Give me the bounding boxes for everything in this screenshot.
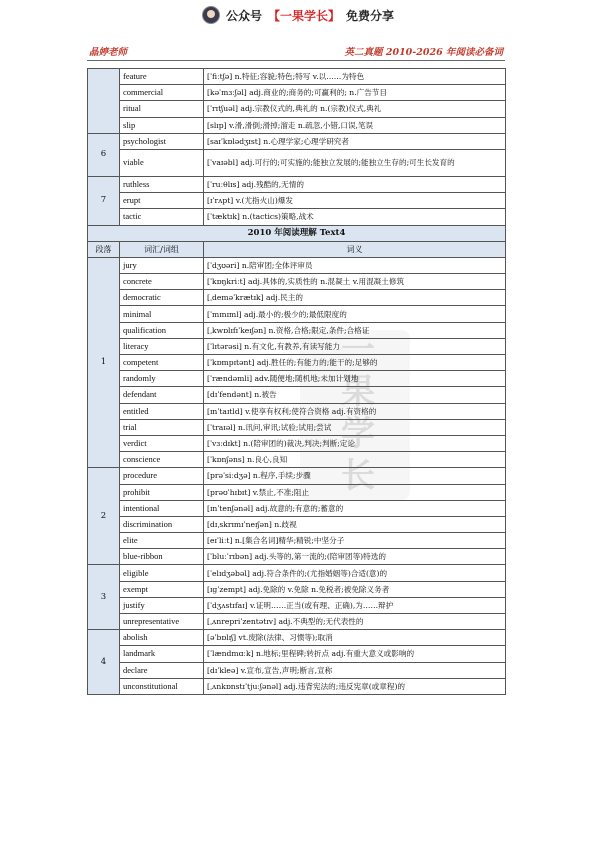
vocab-definition: [ɪnˈtaɪtld] v.使享有权利;使符合资格 adj.有资格的 — [204, 403, 506, 419]
vocab-table — [87, 68, 506, 695]
section-title: 2010 年阅读理解 Text4 — [88, 225, 506, 241]
vocab-definition: [ˌkwɒlɪfɪˈkeɪʃən] n.资格,合格;限定,条件;合格证 — [204, 322, 506, 338]
vocab-definition: [ˈkɒnʃəns] n.良心,良知 — [204, 452, 506, 468]
table-row — [88, 468, 506, 484]
table-row — [88, 133, 506, 149]
vocab-table-wrap — [87, 68, 505, 695]
vocab-definition: [dɪˈkleə] v.宣布,宣告,声明;断言,宣称 — [204, 662, 506, 678]
paragraph-number: 2 — [88, 468, 120, 565]
vocab-definition: [ˈfiːtʃə] n.特征;容貌;特色;特写 v.以……为特色 — [204, 69, 506, 85]
avatar — [202, 6, 220, 24]
table-row — [88, 257, 506, 273]
col-header-word: 词汇/词组 — [120, 241, 204, 257]
col-header-meaning: 词义 — [204, 241, 506, 257]
paragraph-number: 4 — [88, 630, 120, 695]
table-row — [88, 549, 506, 565]
vocab-definition: [dɪˈfendənt] n.被告 — [204, 387, 506, 403]
vocab-word: procedure — [120, 468, 204, 484]
paragraph-number: 7 — [88, 176, 120, 225]
vocab-word: justify — [120, 597, 204, 613]
vocab-definition: [ˈtæktɪk] n.(tactics)策略,战术 — [204, 209, 506, 225]
vocab-word: qualification — [120, 322, 204, 338]
vocab-definition: [ˈkɒmpɪtənt] adj.胜任的;有能力的;能干的;足够的 — [204, 355, 506, 371]
vocab-word: entitled — [120, 403, 204, 419]
table-row — [88, 101, 506, 117]
vocab-definition: [eɪˈliːt] n.[集合名词]精华;精锐;中坚分子 — [204, 533, 506, 549]
vocab-definition: [ˈdʒʊəri] n.陪审团;全体评审员 — [204, 257, 506, 273]
brand-highlight: 【一果学长】 — [267, 8, 340, 23]
vocab-word: prohibit — [120, 484, 204, 500]
table-row — [88, 209, 506, 225]
brand-line — [202, 6, 394, 24]
table-row — [88, 290, 506, 306]
section-title-row-group — [88, 225, 506, 257]
vocab-definition: [ɪgˈzempt] adj.免除的 v.免除 n.免税者;被免除义务者 — [204, 581, 506, 597]
vocab-word: concrete — [120, 274, 204, 290]
vocab-definition: [saɪˈkɒlədʒɪst] n.心理学家;心理学研究者 — [204, 133, 506, 149]
vocab-definition: [ˈtraɪəl] n.讯问,审讯;试验;试用;尝试 — [204, 419, 506, 435]
top-banner — [0, 0, 596, 30]
vocab-word: blue-ribbon — [120, 549, 204, 565]
vocab-word: competent — [120, 355, 204, 371]
table-row — [88, 322, 506, 338]
vocab-word: abolish — [120, 630, 204, 646]
vocab-word: erupt — [120, 193, 204, 209]
brand-suffix: 免费分享 — [346, 8, 395, 23]
vocab-definition: [ˈlɪtərəsi] n.有文化,有教养,有读写能力 — [204, 338, 506, 354]
vocab-word: feature — [120, 69, 204, 85]
vocab-definition: [ˌʌnkɒnstɪˈtjuːʃənəl] adj.违背宪法的;违反宪章(或章程)的 — [204, 678, 506, 694]
vocab-definition: [ˌdeməˈkrætɪk] adj.民主的 — [204, 290, 506, 306]
vocab-word: defendant — [120, 387, 204, 403]
vocab-definition: [ˈdʒʌstɪfaɪ] v.证明……正当(或有理、正确),为……辩护 — [204, 597, 506, 613]
vocab-definition: [ˈelɪdʒəbəl] adj.符合条件的;(尤指婚姻等)合适(意)的 — [204, 565, 506, 581]
vocab-definition: [slɪp] v.滑,滑倒;滑掉;溜走 n.疏忽,小错,口误,笔误 — [204, 117, 506, 133]
header-right: 英二真题 2010-2026 年阅读必备词 — [344, 47, 503, 58]
vocab-word: tactic — [120, 209, 204, 225]
page-header — [87, 42, 505, 61]
paragraph-number: 6 — [88, 133, 120, 176]
table-row — [88, 403, 506, 419]
vocab-definition: [ˈbluːˈrɪbən] adj.头等的,第一流的;(陪审团等)特选的 — [204, 549, 506, 565]
vocab-definition: [ɪnˈtenʃənəl] adj.故意的;有意的;蓄意的 — [204, 500, 506, 516]
table-row — [88, 274, 506, 290]
vocab-definition: [ˈruːθlɪs] adj.残酷的,无情的 — [204, 176, 506, 192]
vocab-definition: [ˈvaɪəbl] adj.可行的;可实施的;能独立发展的;能独立生存的;可生长发育的 — [204, 149, 506, 176]
table-row — [88, 662, 506, 678]
table-row — [88, 484, 506, 500]
vocab-word: eligible — [120, 565, 204, 581]
vocab-word: democratic — [120, 290, 204, 306]
vocab-word: discrimination — [120, 516, 204, 532]
table-row — [88, 306, 506, 322]
vocab-word: jury — [120, 257, 204, 273]
table-row — [88, 678, 506, 694]
vocab-definition: [ˌʌnrepriˈzentətɪv] adj.不典型的;无代表性的 — [204, 614, 506, 630]
vocab-definition: [kəˈmɜːʃəl] adj.商业的;商务的;可赢利的; n.广告节目 — [204, 85, 506, 101]
watermark: 一果学长 — [300, 330, 410, 500]
table-row — [88, 355, 506, 371]
table-row — [88, 516, 506, 532]
vocab-definition: [dɪˌskrɪmɪˈneɪʃən] n.歧视 — [204, 516, 506, 532]
col-header-paragraph: 段落 — [88, 241, 120, 257]
table-row — [88, 387, 506, 403]
vocab-definition: [ˈrændəmli] adv.随便地;随机地;未加计划地 — [204, 371, 506, 387]
vocab-definition: [prəˈsiːdʒə] n.程序,手续;步骤 — [204, 468, 506, 484]
vocab-word: ritual — [120, 101, 204, 117]
vocab-word: unconstitutional — [120, 678, 204, 694]
vocab-definition: [ˈvɜːdɪkt] n.(陪审团的)裁决,判决;判断;定论 — [204, 435, 506, 451]
vocab-word: trial — [120, 419, 204, 435]
table-row — [88, 435, 506, 451]
table-row — [88, 630, 506, 646]
header-left: 晶婷老师 — [89, 47, 128, 58]
vocab-definition: [ɪˈrʌpt] v.(尤指火山)爆发 — [204, 193, 506, 209]
table-row — [88, 193, 506, 209]
column-header-row — [88, 241, 506, 257]
vocab-word: conscience — [120, 452, 204, 468]
table-row — [88, 85, 506, 101]
table-row — [88, 597, 506, 613]
table-row — [88, 338, 506, 354]
table-row — [88, 419, 506, 435]
vocab-definition: [prəʊˈhɪbɪt] v.禁止,不准;阻止 — [204, 484, 506, 500]
vocab-word: minimal — [120, 306, 204, 322]
vocab-definition: [ˈrɪtʃuəl] adj.宗教仪式的,典礼的 n.(宗教)仪式,典礼 — [204, 101, 506, 117]
table-row — [88, 565, 506, 581]
text4-rows — [88, 257, 506, 694]
vocab-word: declare — [120, 662, 204, 678]
vocab-definition: [ˈmɪnɪml] adj.最小的;极少的;最低限度的 — [204, 306, 506, 322]
table-row — [88, 149, 506, 176]
vocab-definition: [ˈkɒŋkriːt] adj.具体的,实质性的 n.混凝土 v.用混凝土修筑 — [204, 274, 506, 290]
vocab-word: slip — [120, 117, 204, 133]
vocab-word: exempt — [120, 581, 204, 597]
paragraph-number: 1 — [88, 257, 120, 467]
vocab-word: verdict — [120, 435, 204, 451]
vocab-word: elite — [120, 533, 204, 549]
vocab-word: intentional — [120, 500, 204, 516]
vocab-word: viable — [120, 149, 204, 176]
vocab-word: unrepresentative — [120, 614, 204, 630]
continued-rows — [88, 69, 506, 226]
table-row — [88, 117, 506, 133]
vocab-definition: [əˈbɒlɪʃ] vt.废除(法律、习惯等);取消 — [204, 630, 506, 646]
table-row — [88, 371, 506, 387]
vocab-word: landmark — [120, 646, 204, 662]
table-row — [88, 581, 506, 597]
table-row — [88, 452, 506, 468]
table-row — [88, 614, 506, 630]
table-row — [88, 69, 506, 85]
vocab-word: literacy — [120, 338, 204, 354]
vocab-word: commercial — [120, 85, 204, 101]
vocab-definition: [ˈlændmɑːk] n.地标;里程碑;转折点 adj.有重大意义或影响的 — [204, 646, 506, 662]
table-row — [88, 646, 506, 662]
table-row — [88, 533, 506, 549]
paragraph-number — [88, 69, 120, 134]
brand-prefix: 公众号 — [225, 8, 262, 23]
table-row — [88, 500, 506, 516]
vocab-word: randomly — [120, 371, 204, 387]
vocab-word: ruthless — [120, 176, 204, 192]
vocab-word: psychologist — [120, 133, 204, 149]
table-row — [88, 176, 506, 192]
paragraph-number: 3 — [88, 565, 120, 630]
